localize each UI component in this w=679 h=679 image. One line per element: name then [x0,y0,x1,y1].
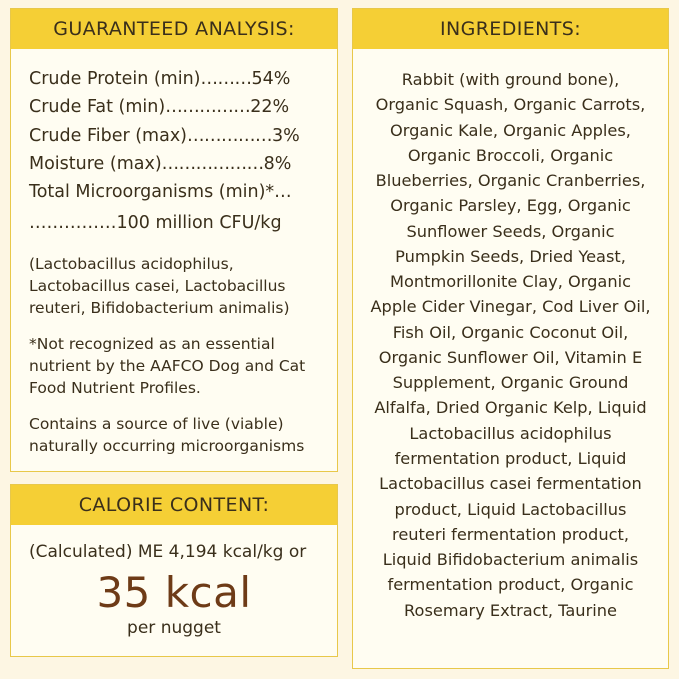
ga-row-value: 3% [272,125,300,146]
calorie-calculated-me: (Calculated) ME 4,194 kcal/kg or [29,542,307,563]
ga-row [29,65,319,93]
ga-row [29,178,319,206]
calorie-content-header: CALORIE CONTENT: [11,485,337,525]
ga-row [29,150,319,178]
ga-note-cultures: (Lactobacillus acidophilus, Lactobacillus casei, Lactobacillus reuteri, Bifidobacterium animalis) [29,255,290,318]
ga-row-value: 54% [251,69,291,89]
ga-note-live-microorganisms: Contains a source of live (viable) naturally occurring microorganisms [29,415,305,456]
ingredients-text: Rabbit (with ground bone), Organic Squash, Organic Carrots, Organic Kale, Organic Apples, Organic Broccoli, Organic Blueberries, Organic Cranberries, Organic Parsley, Egg, Organic Sunflower Seeds, Organic Pumpkin Seeds, Dried Yeast, Montmorillonite Clay, Organic Apple Cider Vinegar, Cod Liver Oil, Fish Oil, Organic Coconut Oil, Organic Sunflower Oil, Vitamin E Supplement, Organic Ground Alfalfa, Dried Organic Kelp, Liquid Lactobacillus acidophilus fermentation product, Liquid Lactobacillus casei fermentation product, Liquid Lactobacillus reuteri fermentation product, Liquid Bifidobacterium animalis fermentation product, Organic Rosemary Extract, Taurine [370,70,651,620]
calorie-per-nugget-label: per nugget [127,618,221,639]
guaranteed-analysis-panel [10,8,338,472]
calorie-content-panel [10,484,338,657]
ga-row [29,122,319,150]
ga-continuation: ……………100 million CFU/kg [29,212,282,233]
ga-row-value: 8% [263,154,292,175]
ga-row [29,93,319,121]
ga-row-label: Crude Protein (min) [29,69,201,89]
calorie-per-nugget-value: 35 kcal [96,568,252,617]
ga-note-aafco: *Not recognized as an essential nutrient by the AAFCO Dog and Cat Food Nutrient Profiles. [29,335,306,398]
calorie-content-body [11,525,337,656]
left-column [10,8,338,669]
right-column [352,8,669,669]
ga-row-leader: ……………… [161,154,264,175]
ga-row-leader: … [274,182,292,203]
guaranteed-analysis-header: GUARANTEED ANALYSIS: [11,9,337,49]
ga-row-label: Crude Fiber (max) [29,125,188,146]
ga-row-label: Crude Fat (min) [29,97,166,118]
ga-row-leader: …………… [187,125,273,146]
ingredients-panel [352,8,669,669]
guaranteed-analysis-body [11,49,337,471]
ga-row-leader: …………… [165,97,251,118]
guaranteed-analysis-notes [29,253,319,457]
ingredients-header: INGREDIENTS: [353,9,668,49]
ga-row-value: 22% [250,97,290,118]
ga-row-label: Total Microorganisms (min)* [29,182,275,203]
ga-row-leader: ……… [200,69,252,89]
ga-row-label: Moisture (max) [29,154,162,175]
